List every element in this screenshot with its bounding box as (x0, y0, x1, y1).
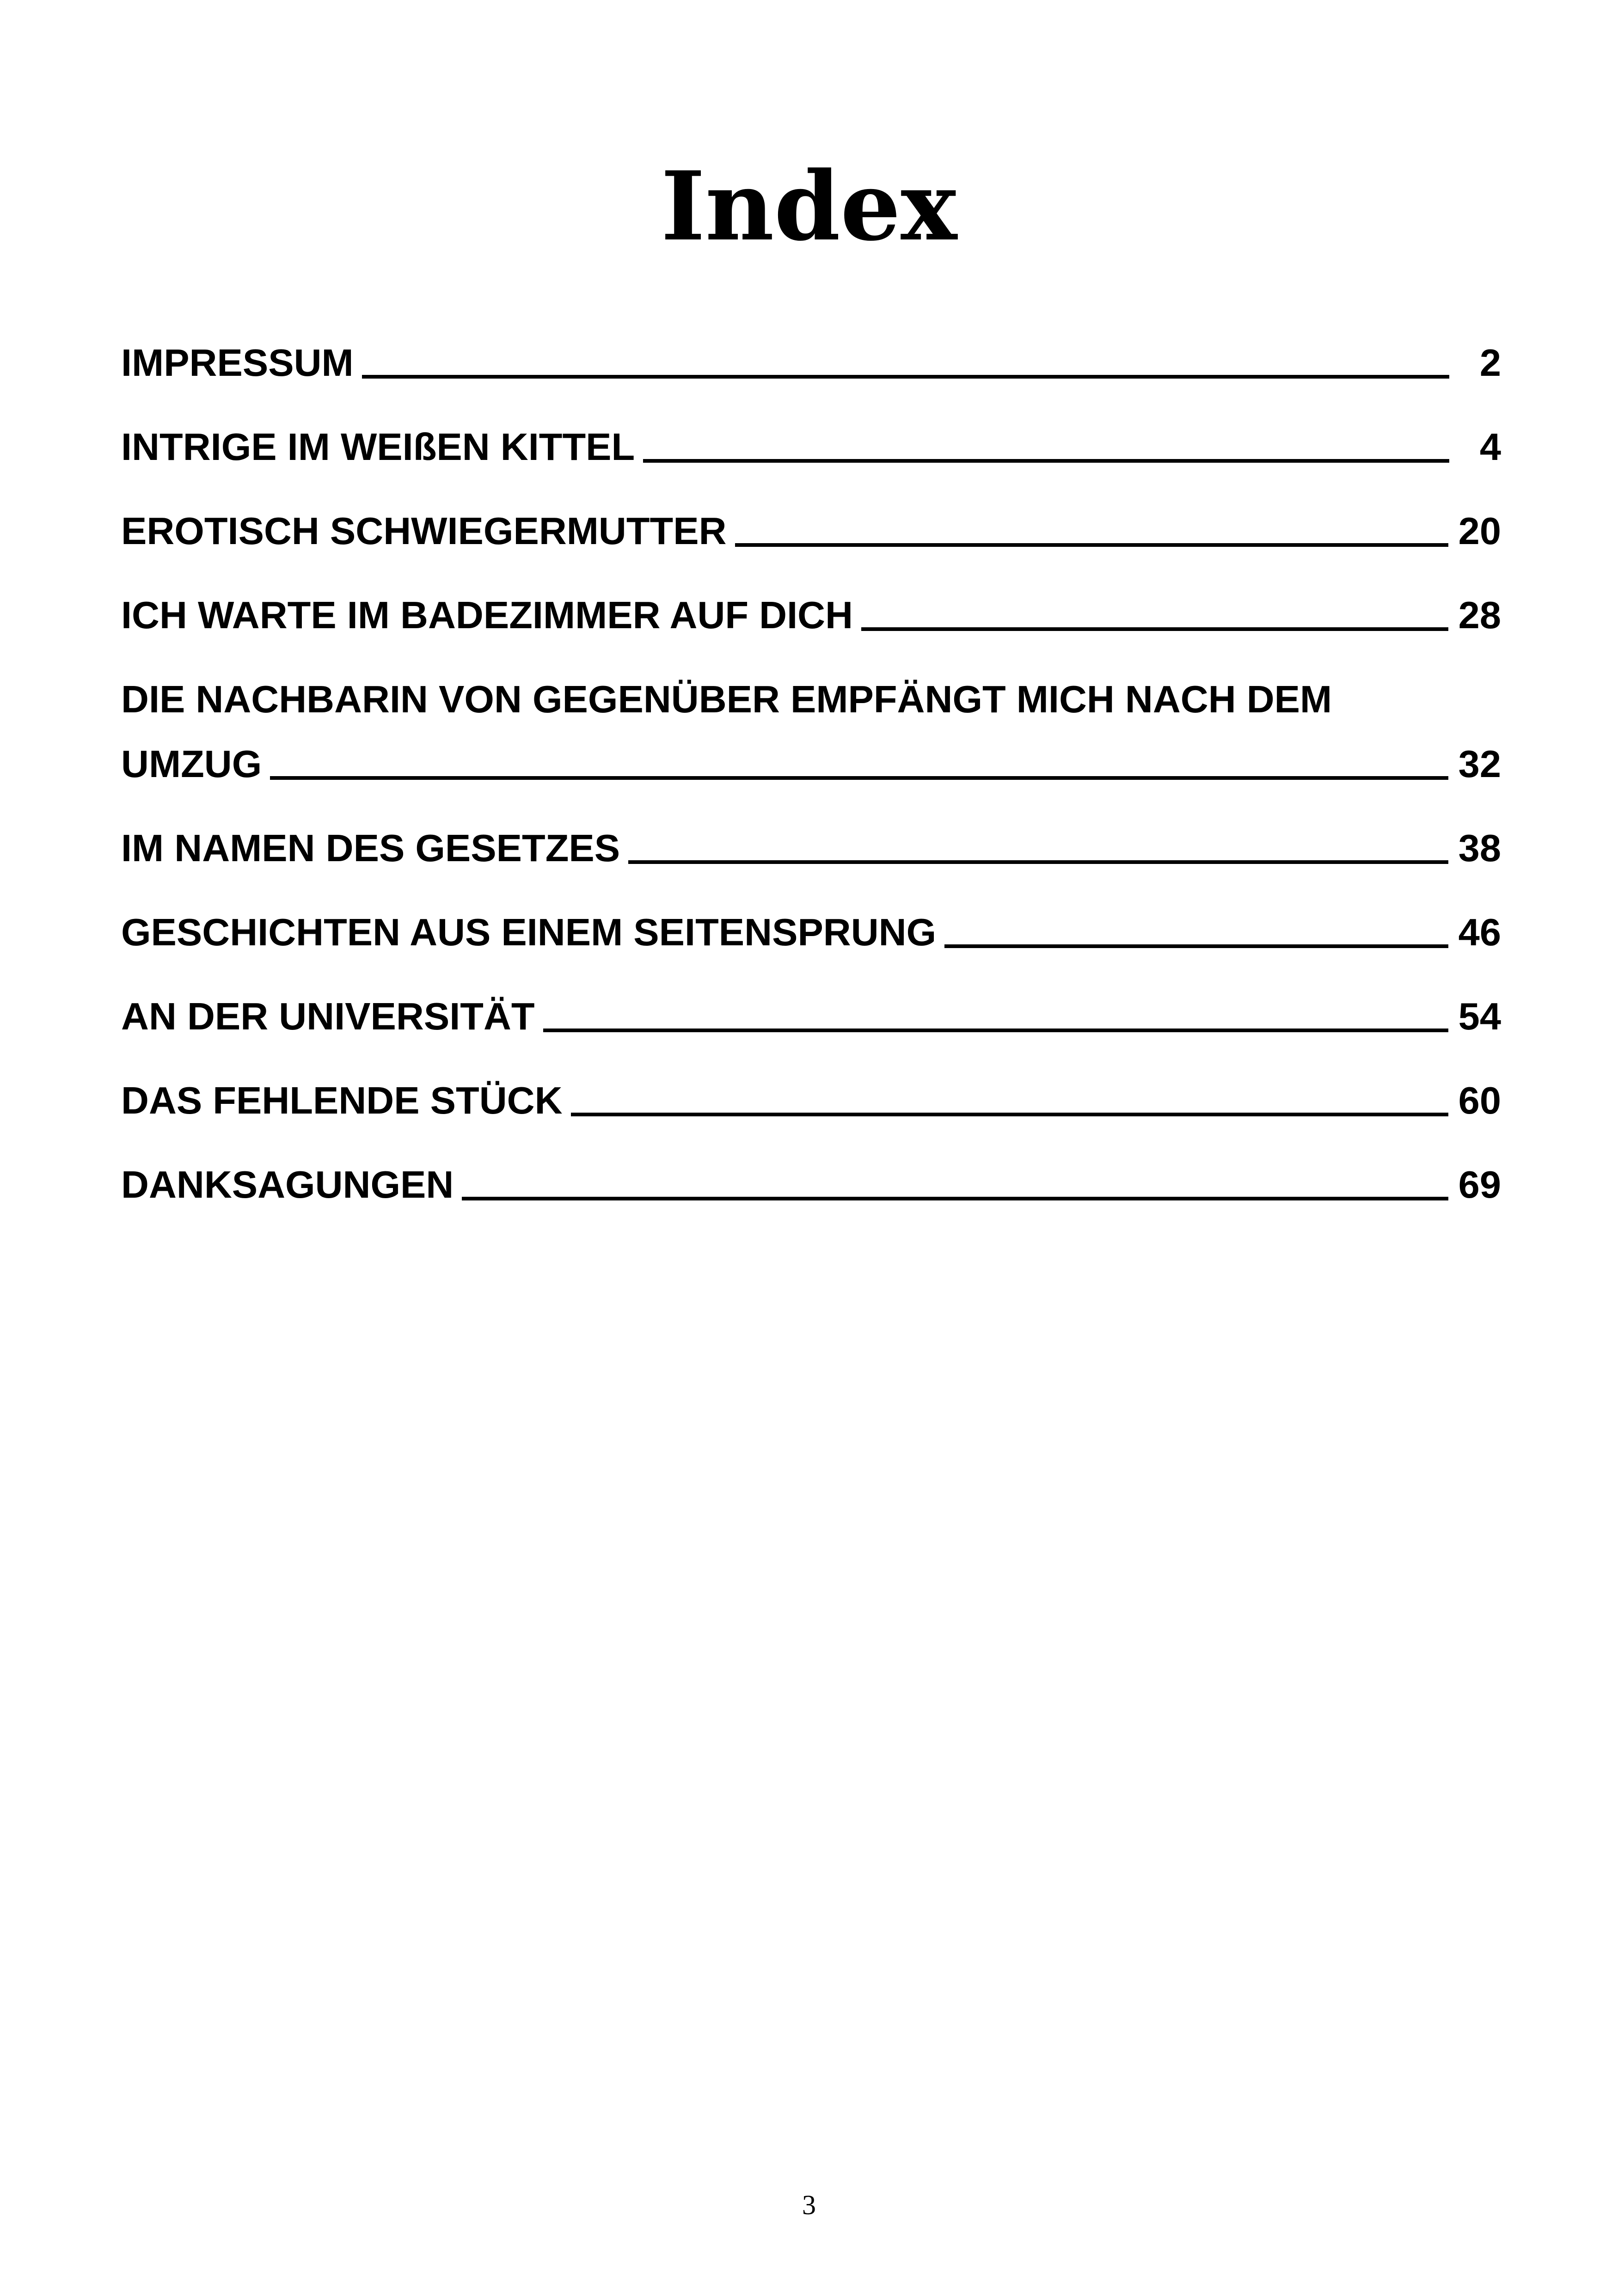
toc-entry-page: 69 (1458, 1163, 1501, 1206)
toc-leader-line (362, 375, 1449, 379)
page-number: 3 (802, 2190, 816, 2220)
toc-leader-line (462, 1197, 1448, 1200)
toc-entry-page: 60 (1458, 1079, 1501, 1122)
toc-leader-line (944, 944, 1448, 948)
toc-line (121, 900, 1501, 965)
toc-entry-title: GESCHICHTEN AUS EINEM SEITENSPRUNG (121, 911, 937, 954)
toc-entry-title: DAS FEHLENDE STÜCK (121, 1079, 563, 1122)
toc-leader-line (643, 459, 1449, 463)
toc-leader-line (861, 627, 1448, 631)
toc-leader-line (543, 1029, 1448, 1032)
toc-entry-page: 4 (1479, 425, 1501, 468)
toc-leader-line (571, 1113, 1448, 1116)
toc-entry-title: INTRIGE IM WEIßEN KITTEL (121, 425, 635, 468)
toc-entry-schwiegermutter[interactable] (121, 499, 1501, 563)
toc-entry-title-line1: DIE NACHBARIN VON GEGENÜBER EMPFÄNGT MICH NACH DEM (121, 678, 1332, 721)
toc-entry-fehlende-stueck[interactable] (121, 1068, 1501, 1133)
toc-line (121, 331, 1501, 395)
toc-entry-gesetz[interactable] (121, 816, 1501, 881)
toc-entry-page: 54 (1458, 995, 1501, 1038)
toc-entry-title: ICH WARTE IM BADEZIMMER AUF DICH (121, 594, 853, 637)
toc-entry-danksagungen[interactable] (121, 1152, 1501, 1217)
toc-entry-title: DANKSAGUNGEN (121, 1163, 454, 1206)
toc-entry-impressum[interactable] (121, 331, 1501, 395)
toc-entry-title: IM NAMEN DES GESETZES (121, 827, 620, 869)
toc-line (121, 732, 1501, 796)
toc-line (121, 984, 1501, 1049)
toc-line (121, 583, 1501, 648)
toc-leader-line (628, 860, 1448, 864)
toc-entry-title: AN DER UNIVERSITÄT (121, 995, 535, 1038)
toc-entry-page: 28 (1458, 594, 1501, 637)
toc-entry-badezimmer[interactable] (121, 583, 1501, 648)
toc-entry-intrige[interactable] (121, 415, 1501, 479)
toc-entry-title: IMPRESSUM (121, 341, 354, 384)
toc-leader-line (735, 543, 1448, 547)
toc-line (121, 1068, 1501, 1133)
toc-line (121, 816, 1501, 881)
toc-leader-line (270, 776, 1448, 780)
toc-entry-title: EROTISCH SCHWIEGERMUTTER (121, 509, 727, 552)
toc-line (121, 499, 1501, 563)
toc-entry-page: 46 (1458, 911, 1501, 954)
toc-entry-nachbarin[interactable] (121, 667, 1501, 796)
toc-entry-page: 38 (1458, 827, 1501, 869)
toc-line (121, 1152, 1501, 1217)
table-of-contents (121, 331, 1501, 1237)
toc-entry-seitensprung[interactable] (121, 900, 1501, 965)
toc-entry-page: 2 (1479, 341, 1501, 384)
toc-entry-page: 20 (1458, 509, 1501, 552)
toc-entry-page: 32 (1458, 742, 1501, 785)
page-title: Index (661, 151, 957, 263)
toc-line (121, 415, 1501, 479)
toc-entry-title: UMZUG (121, 742, 262, 785)
toc-entry-universitaet[interactable] (121, 984, 1501, 1049)
